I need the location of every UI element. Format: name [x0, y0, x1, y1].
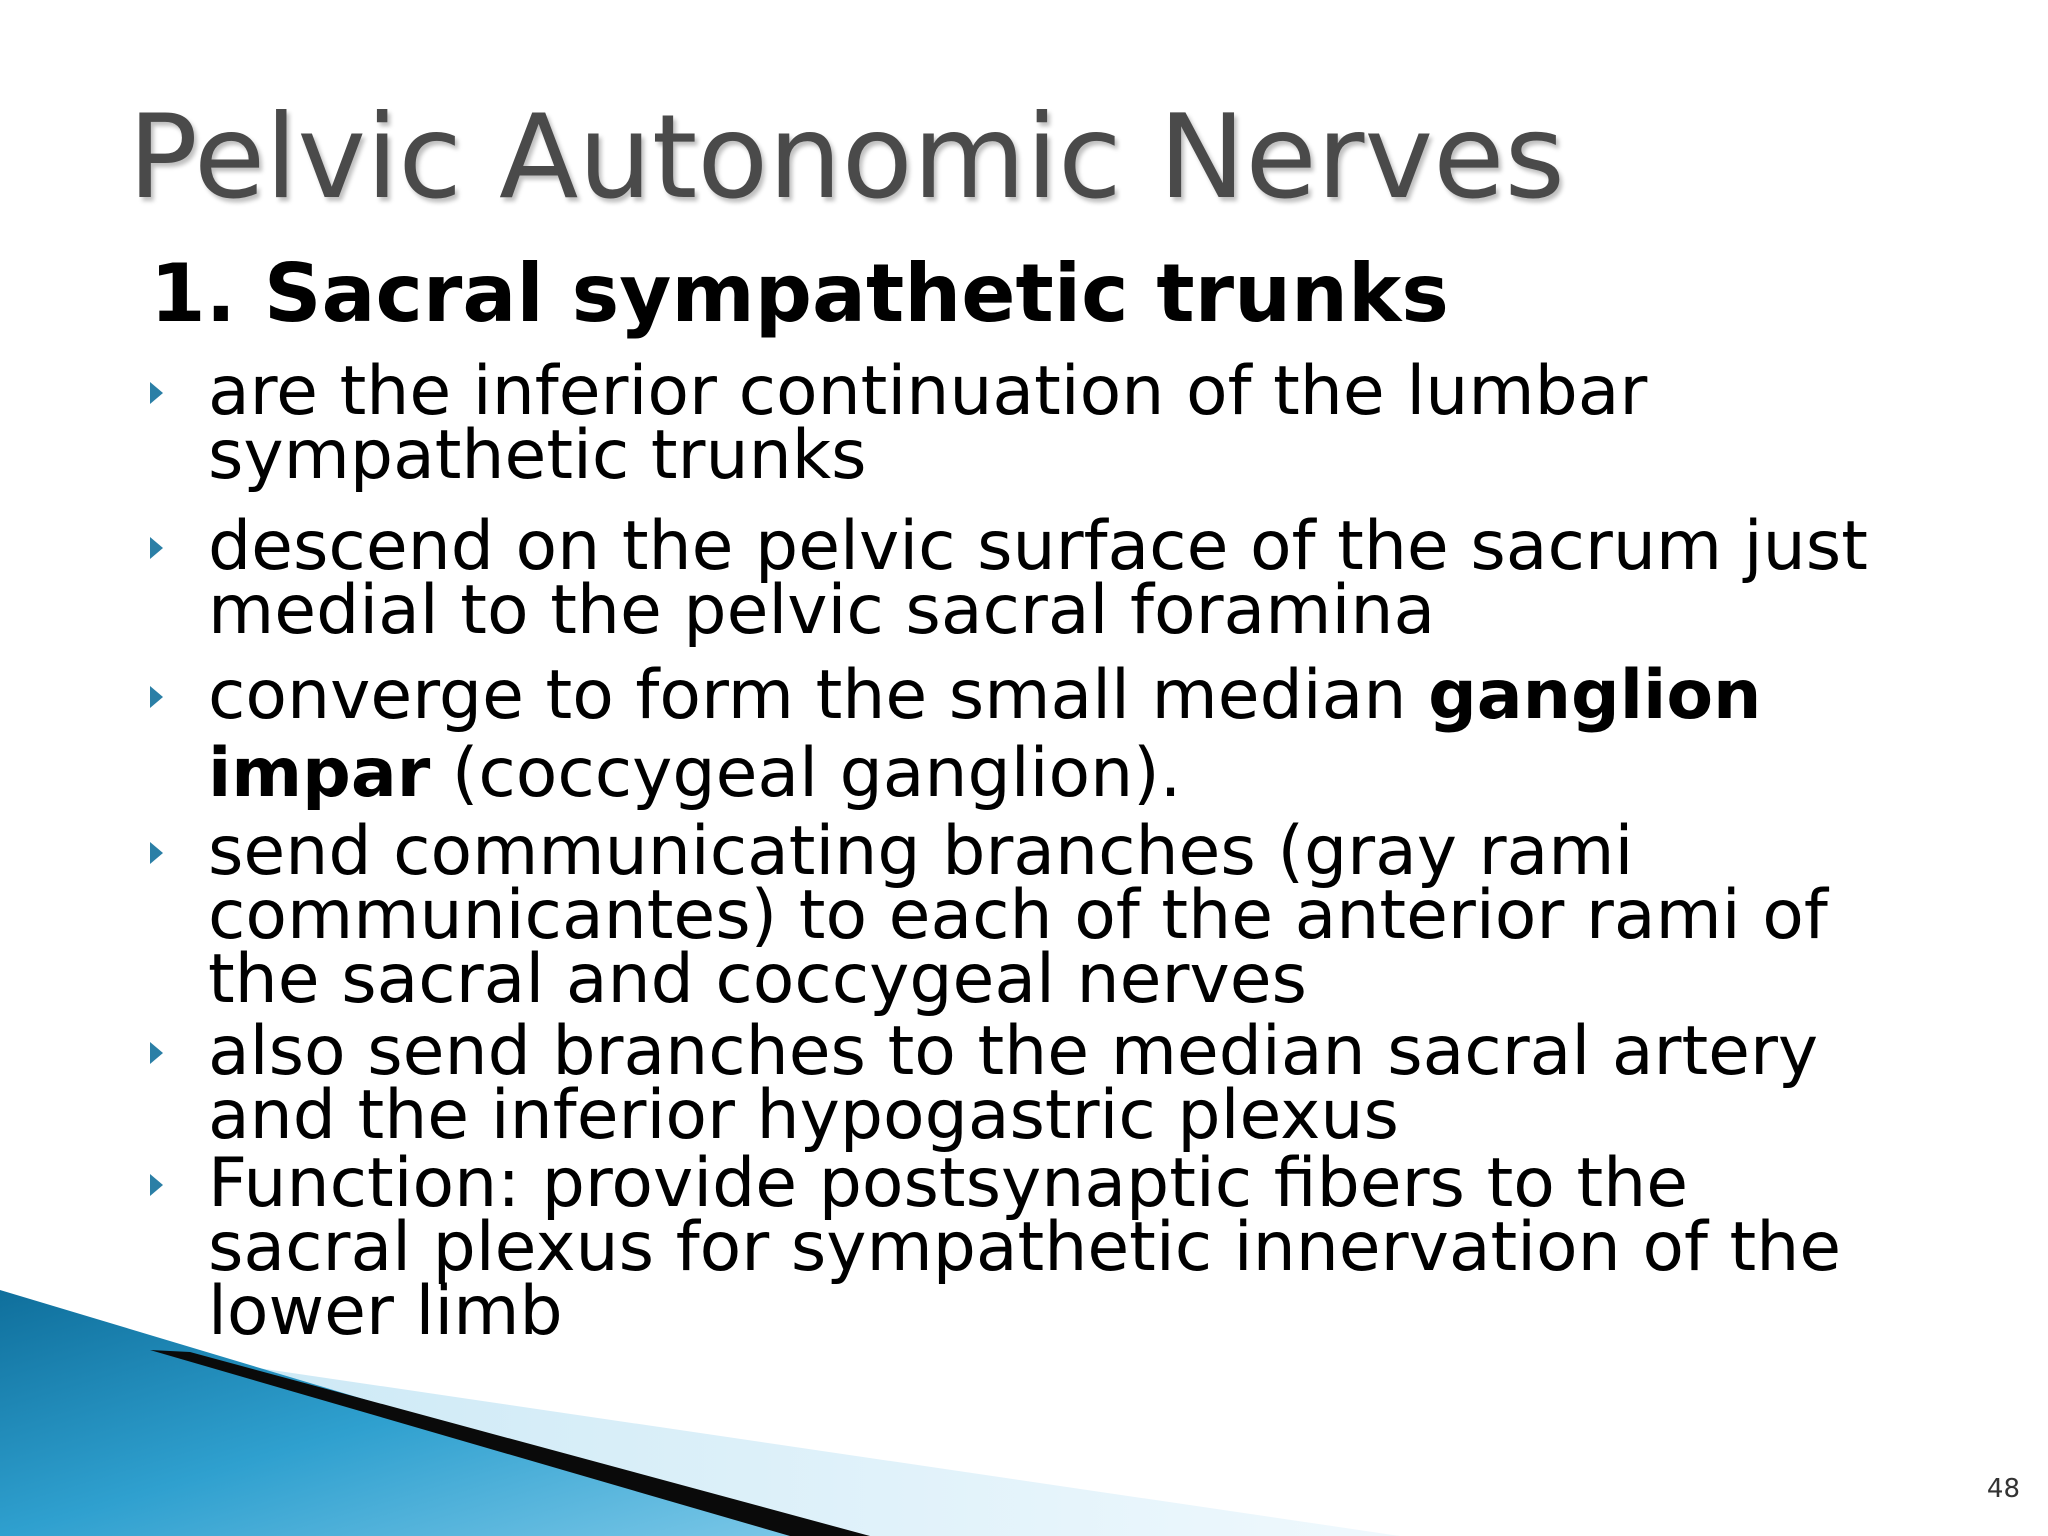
- bullet-line: Function: provide postsynaptic fibers to the: [208, 1144, 1689, 1223]
- bullet-text-segment: (coccygeal ganglion).: [430, 734, 1182, 813]
- bullet-line: and the inferior hypogastric plexus: [208, 1076, 1399, 1155]
- bullet-line: [208, 656, 1998, 735]
- bullet-line: are the inferior continuation of the lumbar: [208, 352, 1648, 431]
- bullet-arrow-icon: [150, 686, 163, 708]
- bullet-arrow-icon: [150, 1042, 163, 1064]
- bullet-text: [208, 812, 1998, 1019]
- bullet-line: communicantes) to each of the anterior rami of: [208, 876, 1828, 955]
- bullet-line: medial to the pelvic sacral foramina: [208, 571, 1436, 650]
- bullet-arrow-icon: [150, 842, 163, 864]
- bullet-text: [208, 507, 1998, 650]
- slide-subtitle: 1. Sacral sympathetic trunks: [150, 247, 1449, 340]
- page-number: 48: [1986, 1474, 2020, 1504]
- bullet-text-segment: converge to form the small median: [208, 656, 1429, 735]
- bullet-text: [208, 1012, 1998, 1155]
- bullet-line: sympathetic trunks: [208, 416, 867, 495]
- bullet-text: [208, 656, 1998, 813]
- bullet-line: sacral plexus for sympathetic innervation of the: [208, 1208, 1842, 1287]
- bullet-text: [208, 1144, 1998, 1351]
- bullet-line: lower limb: [208, 1272, 563, 1351]
- bullet-arrow-icon: [150, 1174, 163, 1196]
- bullet-line: also send branches to the median sacral artery: [208, 1012, 1819, 1091]
- term-impar: impar: [208, 734, 431, 813]
- bullet-arrow-icon: [150, 537, 163, 559]
- bullet-line: [208, 734, 1998, 813]
- term-ganglion: ganglion: [1428, 656, 1762, 735]
- bullet-line: the sacral and coccygeal nerves: [208, 940, 1307, 1019]
- bullet-line: descend on the pelvic surface of the sacrum just: [208, 507, 1868, 586]
- bullet-line: send communicating branches (gray rami: [208, 812, 1634, 891]
- bullet-text: [208, 352, 1998, 495]
- bullet-arrow-icon: [150, 382, 163, 404]
- slide-title: Pelvic Autonomic Nerves: [128, 90, 1565, 225]
